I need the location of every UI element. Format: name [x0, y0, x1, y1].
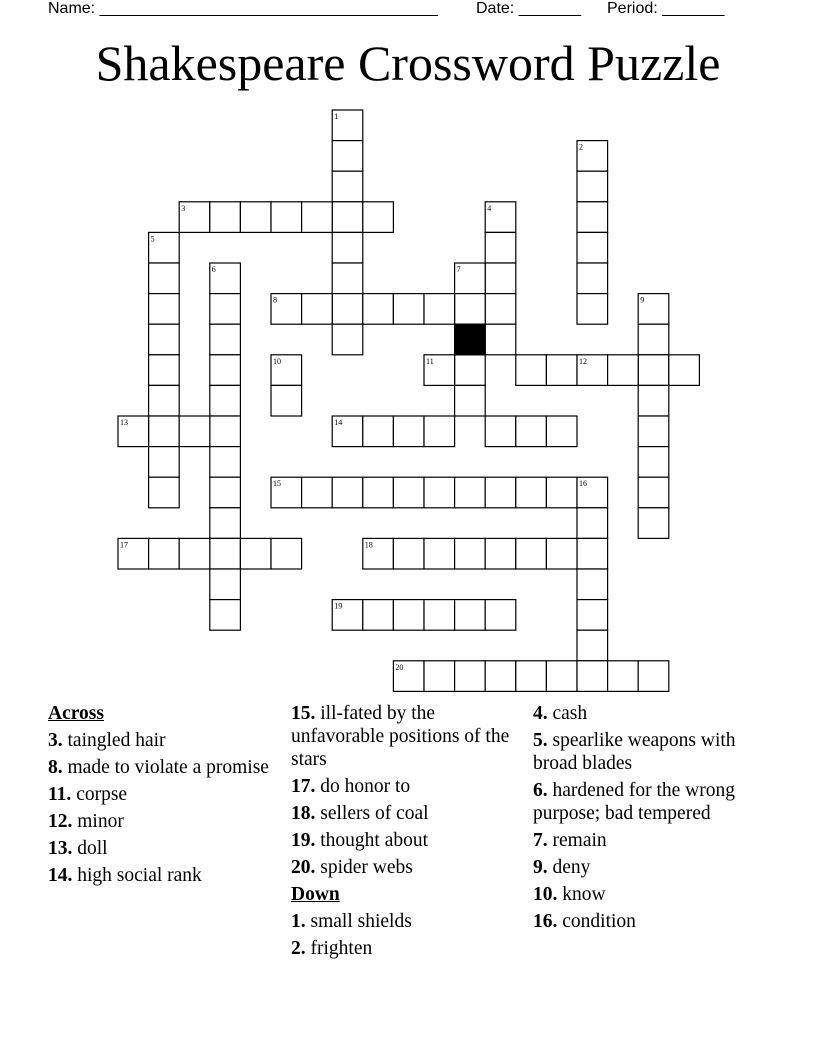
grid-cell[interactable]: [577, 600, 608, 631]
clue-text: hardened for the wrong purpose; bad tempered: [533, 780, 735, 824]
grid-cell[interactable]: [455, 355, 486, 386]
grid-cell[interactable]: [577, 538, 608, 569]
grid-cell[interactable]: [149, 416, 180, 447]
grid-cell[interactable]: [424, 477, 455, 508]
grid-cell[interactable]: [485, 416, 516, 447]
grid-cell[interactable]: [485, 538, 516, 569]
grid-cell[interactable]: [210, 508, 241, 539]
grid-cell[interactable]: [485, 477, 516, 508]
grid-cell[interactable]: [577, 263, 608, 294]
clue-text: sellers of coal: [320, 803, 429, 824]
clue-number-label: 10: [273, 356, 281, 366]
clue-number-label: 17: [120, 540, 128, 550]
grid-cell[interactable]: [210, 202, 241, 233]
clue-text: spearlike weapons with broad blades: [533, 730, 736, 774]
clue-item: [533, 883, 743, 906]
clue-item: [533, 702, 743, 725]
clue-item: [533, 856, 743, 879]
grid-cell[interactable]: [210, 416, 241, 447]
clues-column-1: [48, 702, 278, 891]
clue-item: [291, 829, 527, 852]
grid-cell[interactable]: [546, 538, 577, 569]
grid-cell[interactable]: [149, 477, 180, 508]
across-heading: Across: [48, 703, 104, 724]
grid-cell[interactable]: [363, 477, 394, 508]
grid-cell[interactable]: [455, 661, 486, 692]
clue-number-label: 5: [150, 234, 155, 244]
clue-item: [48, 783, 278, 806]
clue-number-label: 16: [579, 479, 587, 489]
grid-cell[interactable]: [393, 600, 424, 631]
grid-cell[interactable]: [608, 661, 639, 692]
page-title: Shakespeare Crossword Puzzle: [95, 35, 721, 91]
grid-cell[interactable]: [516, 661, 547, 692]
clue-item: [533, 829, 743, 852]
clue-number: 3.: [48, 730, 63, 751]
grid-cell[interactable]: [577, 294, 608, 325]
across-list: [48, 729, 278, 887]
grid-cell[interactable]: [363, 600, 394, 631]
grid-cell[interactable]: [210, 538, 241, 569]
clue-text: cash: [552, 703, 588, 724]
grid-cell[interactable]: [455, 600, 486, 631]
grid-cell[interactable]: [669, 355, 700, 386]
clue-number: 16.: [533, 911, 558, 932]
grid-cell[interactable]: [546, 416, 577, 447]
grid-cell[interactable]: [546, 355, 577, 386]
grid-cell[interactable]: [210, 355, 241, 386]
grid-cell[interactable]: [577, 171, 608, 202]
grid-cell[interactable]: [332, 232, 363, 263]
clue-number: 12.: [48, 811, 73, 832]
clue-item: [48, 756, 278, 779]
clue-text: spider webs: [320, 857, 413, 878]
clue-number: 17.: [291, 776, 316, 797]
clue-item: [533, 779, 743, 825]
clue-item: [291, 910, 527, 933]
grid-cell[interactable]: [240, 202, 271, 233]
clue-number-label: 13: [120, 418, 128, 427]
grid-cell[interactable]: [546, 661, 577, 692]
clues-column-2: [291, 702, 527, 964]
grid-cell[interactable]: [210, 600, 241, 631]
clue-number: 14.: [48, 865, 73, 886]
grid-cell[interactable]: [638, 385, 669, 416]
clue-number: 8.: [48, 757, 63, 778]
clue-item: [48, 837, 278, 860]
grid-cell[interactable]: [638, 477, 669, 508]
clue-number: 4.: [533, 703, 548, 724]
grid-cell[interactable]: [149, 324, 180, 355]
clue-number-label: 6: [211, 265, 216, 274]
period-field[interactable]: Period: _______: [607, 0, 725, 17]
grid-cell[interactable]: [149, 355, 180, 386]
grid-cell[interactable]: [546, 477, 577, 508]
grid-cell[interactable]: [424, 661, 455, 692]
grid-cell[interactable]: [393, 416, 424, 447]
grid-cell[interactable]: [271, 202, 302, 233]
clue-number-label: 3: [181, 203, 186, 213]
grid-cell[interactable]: [149, 538, 180, 569]
grid-cell[interactable]: [455, 477, 486, 508]
clues-column-3: [533, 702, 743, 937]
grid-cell[interactable]: [302, 202, 333, 233]
clue-number-label: 2: [579, 142, 583, 152]
grid-cell[interactable]: [332, 141, 363, 172]
clue-item: [291, 937, 527, 960]
clue-number: 15.: [291, 703, 316, 724]
grid-cell[interactable]: [577, 508, 608, 539]
clue-text: made to violate a promise: [67, 757, 269, 778]
clue-number-label: 18: [364, 540, 373, 550]
grid-cell[interactable]: [363, 416, 394, 447]
clue-number-label: 1: [334, 112, 339, 121]
clue-number: 1.: [291, 911, 306, 932]
down-heading: Down: [291, 884, 340, 905]
grid-cell[interactable]: [638, 508, 669, 539]
clue-number: 18.: [291, 803, 316, 824]
clue-number-label: 20: [395, 662, 404, 672]
clue-number: 7.: [533, 830, 548, 851]
clue-item: [533, 729, 743, 775]
clue-item: [48, 864, 278, 887]
grid-cell[interactable]: [210, 324, 241, 355]
grid-cell[interactable]: [485, 661, 516, 692]
clue-number: 2.: [291, 938, 306, 959]
grid-cell[interactable]: [485, 324, 516, 355]
clue-text: condition: [562, 911, 636, 932]
clue-number-label: 14: [334, 418, 343, 427]
grid-cell[interactable]: [271, 538, 302, 569]
grid-cell[interactable]: [638, 447, 669, 478]
clue-number-label: 7: [456, 265, 461, 274]
grid-cell[interactable]: [332, 477, 363, 508]
clue-text: know: [562, 884, 606, 905]
grid-cell[interactable]: [577, 232, 608, 263]
grid-cell[interactable]: [485, 294, 516, 325]
clue-text: minor: [77, 811, 124, 832]
grid-cell[interactable]: [485, 232, 516, 263]
clue-text: frighten: [310, 938, 373, 959]
grid-cell[interactable]: [516, 416, 547, 447]
grid-cell[interactable]: [393, 294, 424, 325]
down-list-continued: [533, 702, 743, 933]
grid-cell[interactable]: [271, 385, 302, 416]
clue-number: 5.: [533, 730, 548, 751]
clue-number: 20.: [291, 857, 316, 878]
clue-number: 11.: [48, 784, 72, 805]
grid-cell[interactable]: [179, 538, 210, 569]
clue-number: 19.: [291, 830, 316, 851]
grid-cell[interactable]: [332, 202, 363, 233]
grid-cell[interactable]: [424, 600, 455, 631]
clue-text: deny: [552, 857, 591, 878]
grid-cell[interactable]: [638, 324, 669, 355]
grid-cell[interactable]: [455, 385, 486, 416]
down-list: [291, 910, 527, 960]
grid-cell[interactable]: [149, 294, 180, 325]
grid-cell[interactable]: [179, 416, 210, 447]
grid-cell[interactable]: [638, 355, 669, 386]
grid-cell[interactable]: [210, 447, 241, 478]
clue-number-label: 4: [487, 203, 492, 213]
clue-text: taingled hair: [67, 730, 166, 751]
grid-cell[interactable]: [332, 263, 363, 294]
clue-number-label: 9: [640, 295, 645, 305]
blocked-cell: [455, 324, 486, 355]
grid-cell[interactable]: [638, 661, 669, 692]
clue-item: [291, 802, 527, 825]
grid-cell[interactable]: [210, 569, 241, 600]
clue-number-label: 11: [426, 356, 434, 366]
clue-number-label: 12: [579, 356, 587, 366]
clue-number: 13.: [48, 838, 73, 859]
grid-cell[interactable]: [516, 538, 547, 569]
grid-cell[interactable]: [149, 385, 180, 416]
clue-item: [291, 775, 527, 798]
grid-cell[interactable]: [577, 661, 608, 692]
grid-cell[interactable]: [210, 477, 241, 508]
grid-cell[interactable]: [363, 294, 394, 325]
grid-cell[interactable]: [577, 630, 608, 661]
grid-cell[interactable]: [363, 202, 394, 233]
name-field[interactable]: Name: ______________________________________: [48, 0, 438, 17]
grid-cell[interactable]: [608, 355, 639, 386]
grid-cell[interactable]: [332, 171, 363, 202]
clue-text: small shields: [310, 911, 412, 932]
clue-number-label: 15: [273, 479, 281, 489]
grid-cell[interactable]: [302, 294, 333, 325]
grid-cell[interactable]: [332, 324, 363, 355]
clue-number: 10.: [533, 884, 558, 905]
across-list-continued: [291, 702, 527, 879]
grid-cell[interactable]: [455, 538, 486, 569]
grid-cell[interactable]: [516, 477, 547, 508]
grid-cell[interactable]: [485, 600, 516, 631]
clue-text: doll: [77, 838, 108, 859]
clue-item: [48, 810, 278, 833]
date-field[interactable]: Date: _______: [476, 0, 581, 17]
grid-cell[interactable]: [424, 538, 455, 569]
clue-text: thought about: [320, 830, 429, 851]
grid-cell[interactable]: [424, 416, 455, 447]
grid-cell[interactable]: [424, 294, 455, 325]
grid-cell[interactable]: [516, 355, 547, 386]
grid-cell[interactable]: [577, 202, 608, 233]
grid-cell[interactable]: [210, 385, 241, 416]
grid-cell[interactable]: [577, 569, 608, 600]
grid-cell[interactable]: [149, 263, 180, 294]
clue-number-label: 8: [273, 295, 277, 305]
clue-text: high social rank: [77, 865, 202, 886]
clue-number: 6.: [533, 780, 548, 801]
grid-cell[interactable]: [240, 538, 271, 569]
grid-cell[interactable]: [638, 416, 669, 447]
clue-item: [48, 729, 278, 752]
grid-cell[interactable]: [302, 477, 333, 508]
grid-cell[interactable]: [332, 294, 363, 325]
clue-text: corpse: [76, 784, 128, 805]
grid-cell[interactable]: [455, 294, 486, 325]
clue-item: [291, 856, 527, 879]
clue-item: [291, 702, 527, 771]
clue-number: 9.: [533, 857, 548, 878]
grid-cell[interactable]: [485, 263, 516, 294]
grid-cell[interactable]: [149, 447, 180, 478]
clue-item: [533, 910, 743, 933]
clue-text: ill-fated by the unfavorable positions of the stars: [291, 703, 510, 770]
grid-cell[interactable]: [210, 294, 241, 325]
clue-number-label: 19: [334, 601, 343, 611]
grid-cell[interactable]: [393, 477, 424, 508]
clue-text: do honor to: [320, 776, 411, 797]
grid-cell[interactable]: [393, 538, 424, 569]
clue-text: remain: [552, 830, 607, 851]
